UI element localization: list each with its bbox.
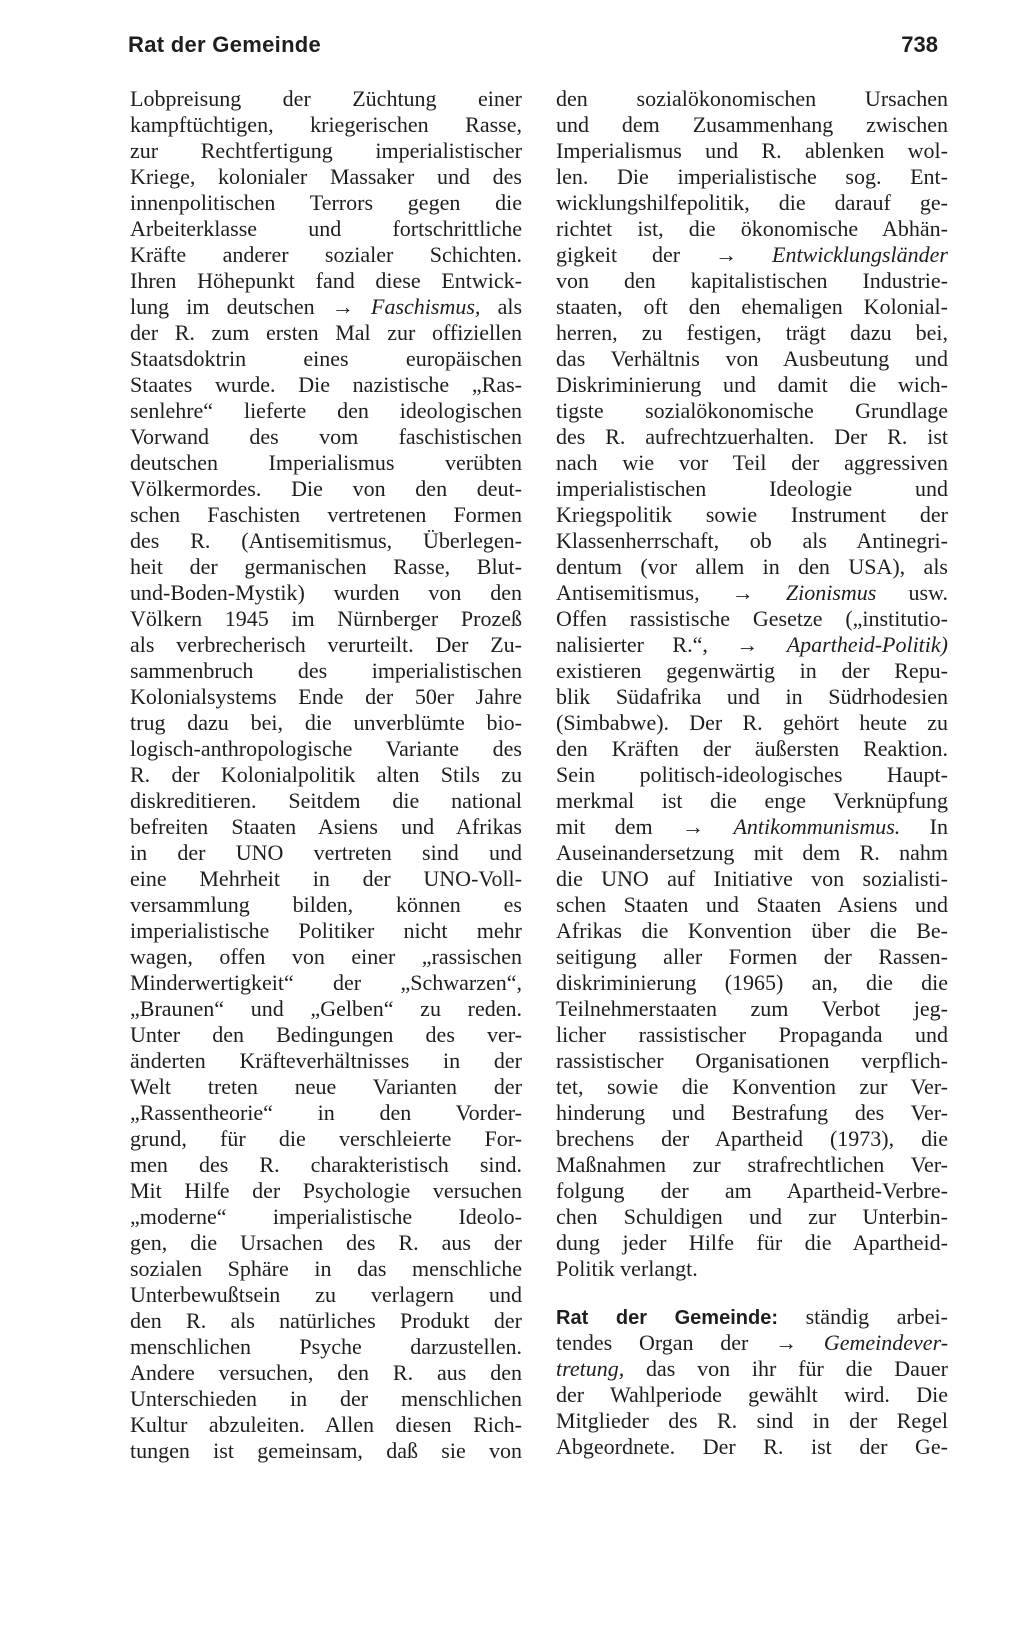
text-line: Lobpreisung der Züchtung einer (130, 86, 522, 111)
text-line: und-Boden-Mystik) wurden von den (130, 580, 522, 605)
text-line: Unterbewußtsein zu verlagern und (130, 1282, 522, 1307)
text-line (556, 242, 948, 268)
text-line: diskreditieren. Seitdem die national (130, 788, 522, 813)
cross-reference-antikommunismus[interactable]: Antikommunismus. (733, 814, 901, 839)
entry-line (556, 1330, 948, 1356)
text-line: folgung der am Apartheid-Verbre- (556, 1178, 948, 1203)
text-line: R. der Kolonialpolitik alten Stils zu (130, 762, 522, 787)
text-segment: mit dem (556, 814, 653, 839)
cross-reference-faschismus[interactable]: Faschismus, (371, 294, 481, 319)
text-segment: tendes Organ der (556, 1330, 749, 1355)
text-line: Maßnahmen zur strafrechtlichen Ver- (556, 1152, 948, 1177)
text-line: „Braunen“ und „Gelben“ zu reden. (130, 996, 522, 1021)
text-line: tigste sozialökonomische Grundlage (556, 398, 948, 423)
text-line: dentum (vor allem in den USA), als (556, 554, 948, 579)
text-line: in der UNO vertreten sind und (130, 840, 522, 865)
text-line: Sein politisch-ideologisches Haupt- (556, 762, 948, 787)
text-line: den Kräften der äußersten Reaktion. (556, 736, 948, 761)
cross-reference-arrow-icon: → (331, 294, 354, 319)
text-line (556, 580, 948, 606)
text-line: Völkermordes. Die von den deut- (130, 476, 522, 501)
right-column (556, 86, 948, 1460)
text-line: Kultur abzuleiten. Allen diesen Rich- (130, 1412, 522, 1437)
text-line (556, 814, 948, 840)
text-line: rassistischer Organisationen verpflich- (556, 1048, 948, 1073)
text-line: innenpolitischen Terrors gegen die (130, 190, 522, 215)
text-line: deutschen Imperialismus verübten (130, 450, 522, 475)
text-line: len. Die imperialistische sog. Ent- (556, 164, 948, 189)
text-line: grund, für die verschleierte For- (130, 1126, 522, 1151)
text-line: men des R. charakteristisch sind. (130, 1152, 522, 1177)
text-line: von den kapitalistischen Industrie- (556, 268, 948, 293)
text-line: als verbrecherisch verurteilt. Der Zu- (130, 632, 522, 657)
text-line: staaten, oft den ehemaligen Kolonial- (556, 294, 948, 319)
text-line (556, 632, 948, 658)
text-line: Welt treten neue Varianten der (130, 1074, 522, 1099)
text-line: Kriege, kolonialer Massaker und des (130, 164, 522, 189)
text-line: Staates wurde. Die nazistische „Ras- (130, 372, 522, 397)
cross-reference-arrow-icon: → (775, 1330, 798, 1355)
text-line: Offen rassistische Gesetze („institutio- (556, 606, 948, 631)
entry-separator (556, 1282, 948, 1304)
text-line: sozialen Sphäre in das menschliche (130, 1256, 522, 1281)
text-line: merkmal ist die enge Verknüpfung (556, 788, 948, 813)
cross-reference-zionismus[interactable]: Zionismus (785, 580, 877, 605)
text-line: hinderung und Bestrafung des Ver- (556, 1100, 948, 1125)
text-line: befreiten Staaten Asiens und Afrikas (130, 814, 522, 839)
text-line: änderten Kräfteverhältnisses in der (130, 1048, 522, 1073)
page-number: 738 (901, 32, 938, 57)
entry-line: Mitglieder des R. sind in der Regel (556, 1408, 948, 1433)
text-line: kampftüchtigen, kriegerischen Rasse, (130, 112, 522, 137)
text-segment: Antisemitismus, (556, 580, 700, 605)
text-line: des R. aufrechtzuerhalten. Der R. ist (556, 424, 948, 449)
text-line: das Verhältnis von Ausbeutung und (556, 346, 948, 371)
text-line: diskriminierung (1965) an, die die (556, 970, 948, 995)
text-line: Arbeiterklasse und fortschrittliche (130, 216, 522, 241)
text-line: Afrikas die Konvention über die Be- (556, 918, 948, 943)
text-line: die UNO auf Initiative von sozialisti- (556, 866, 948, 891)
text-line: Kolonialsystems Ende der 50er Jahre (130, 684, 522, 709)
text-line: Kriegspolitik sowie Instrument der (556, 502, 948, 527)
text-line: Unterschieden in der menschlichen (130, 1386, 522, 1411)
text-line: sammenbruch des imperialistischen (130, 658, 522, 683)
text-line: imperialistische Politiker nicht mehr (130, 918, 522, 943)
text-line: Klassenherrschaft, ob als Antinegri- (556, 528, 948, 553)
text-line: zur Rechtfertigung imperialistischer (130, 138, 522, 163)
text-line (130, 294, 522, 320)
cross-reference-gemeindevertretung[interactable]: Gemeindever- (823, 1330, 948, 1355)
text-line: schen Staaten und Staaten Asiens und (556, 892, 948, 917)
text-line: imperialistischen Ideologie und (556, 476, 948, 501)
text-line: „moderne“ imperialistische Ideolo- (130, 1204, 522, 1229)
text-line: dung jeder Hilfe für die Apartheid- (556, 1230, 948, 1255)
left-column (130, 86, 522, 1464)
text-line: brechens der Apartheid (1973), die (556, 1126, 948, 1151)
cross-reference-arrow-icon: → (715, 242, 738, 267)
text-segment: lung im deutschen (130, 294, 315, 319)
text-line: blik Südafrika und in Südrhodesien (556, 684, 948, 709)
text-line: Staatsdoktrin eines europäischen (130, 346, 522, 371)
text-segment: ständig arbei- (805, 1304, 948, 1329)
text-line: und dem Zusammenhang zwischen (556, 112, 948, 137)
cross-reference-apartheid-politik[interactable]: Apartheid-Politik) (786, 632, 948, 657)
entry-line: der Wahlperiode gewählt wird. Die (556, 1382, 948, 1407)
text-line: wagen, offen von einer „rassischen (130, 944, 522, 969)
text-line: Politik verlangt. (556, 1256, 698, 1281)
text-line: des R. (Antisemitismus, Überlegen- (130, 528, 522, 553)
text-line: „Rassentheorie“ in den Vorder- (130, 1100, 522, 1125)
text-segment: gigkeit der (556, 242, 681, 267)
text-line: Teilnehmerstaaten zum Verbot jeg- (556, 996, 948, 1021)
entry-line: Abgeordnete. Der R. ist der Ge- (556, 1434, 948, 1459)
text-segment: In (929, 814, 948, 839)
text-line: den sozialökonomischen Ursachen (556, 86, 948, 111)
text-line: Imperialismus und R. ablenken wol- (556, 138, 948, 163)
running-head: Rat der Gemeinde (128, 32, 322, 57)
text-line: Ihren Höhepunkt fand diese Entwick- (130, 268, 522, 293)
text-line: Mit Hilfe der Psychologie versuchen (130, 1178, 522, 1203)
cross-reference-gemeindevertretung[interactable]: tretung, (556, 1356, 625, 1381)
text-line: gen, die Ursachen des R. aus der (130, 1230, 522, 1255)
text-line: Völkern 1945 im Nürnberger Prozeß (130, 606, 522, 631)
text-segment: das von ihr für die Dauer (646, 1356, 948, 1381)
text-line: logisch-anthropologische Variante des (130, 736, 522, 761)
text-line: licher rassistischer Propaganda und (556, 1022, 948, 1047)
text-line: richtet ist, die ökonomische Abhän- (556, 216, 948, 241)
text-line: nach wie vor Teil der aggressiven (556, 450, 948, 475)
text-line: schen Faschisten vertretenen Formen (130, 502, 522, 527)
cross-reference-entwicklungslaender[interactable]: Entwicklungsländer (772, 242, 948, 267)
text-line: Andere versuchen, den R. aus den (130, 1360, 522, 1385)
text-line: existieren gegenwärtig in der Repu- (556, 658, 948, 683)
entry-line (556, 1356, 948, 1382)
text-segment: nalisierter R.“, (556, 632, 708, 657)
text-line: tet, sowie die Konvention zur Ver- (556, 1074, 948, 1099)
text-line: wicklungshilfepolitik, die darauf ge- (556, 190, 948, 215)
text-line: trug dazu bei, die unverblümte bio- (130, 710, 522, 735)
text-line: Unter den Bedingungen des ver- (130, 1022, 522, 1047)
text-line: der R. zum ersten Mal zur offiziellen (130, 320, 522, 345)
text-line: seitigung aller Formen der Rassen- (556, 944, 948, 969)
text-line: Minderwertigkeit“ der „Schwarzen“, (130, 970, 522, 995)
text-line: den R. als natürliches Produkt der (130, 1308, 522, 1333)
text-line: (Simbabwe). Der R. gehört heute zu (556, 710, 948, 735)
entry-line (556, 1304, 948, 1330)
text-line: menschlichen Psyche darzustellen. (130, 1334, 522, 1359)
text-line: senlehre“ lieferte den ideologischen (130, 398, 522, 423)
text-line: Vorwand des vom faschistischen (130, 424, 522, 449)
text-line: versammlung bilden, können es (130, 892, 522, 917)
text-line: chen Schuldigen und zur Unterbin- (556, 1204, 948, 1229)
text-line: Diskriminierung und damit die wich- (556, 372, 948, 397)
cross-reference-arrow-icon: → (731, 580, 754, 605)
cross-reference-arrow-icon: → (682, 814, 705, 839)
text-line: Kräfte anderer sozialer Schichten. (130, 242, 522, 267)
text-line: eine Mehrheit in der UNO-Voll- (130, 866, 522, 891)
cross-reference-arrow-icon: → (736, 632, 759, 657)
text-line: herren, zu festigen, trägt dazu bei, (556, 320, 948, 345)
text-segment: als (497, 294, 522, 319)
text-segment: usw. (908, 580, 948, 605)
entry-lemma: Rat der Gemeinde: (556, 1307, 778, 1329)
text-line: Auseinandersetzung mit dem R. nahm (556, 840, 948, 865)
text-line: heit der germanischen Rasse, Blut- (130, 554, 522, 579)
text-line: tungen ist gemeinsam, daß sie von (130, 1438, 522, 1463)
